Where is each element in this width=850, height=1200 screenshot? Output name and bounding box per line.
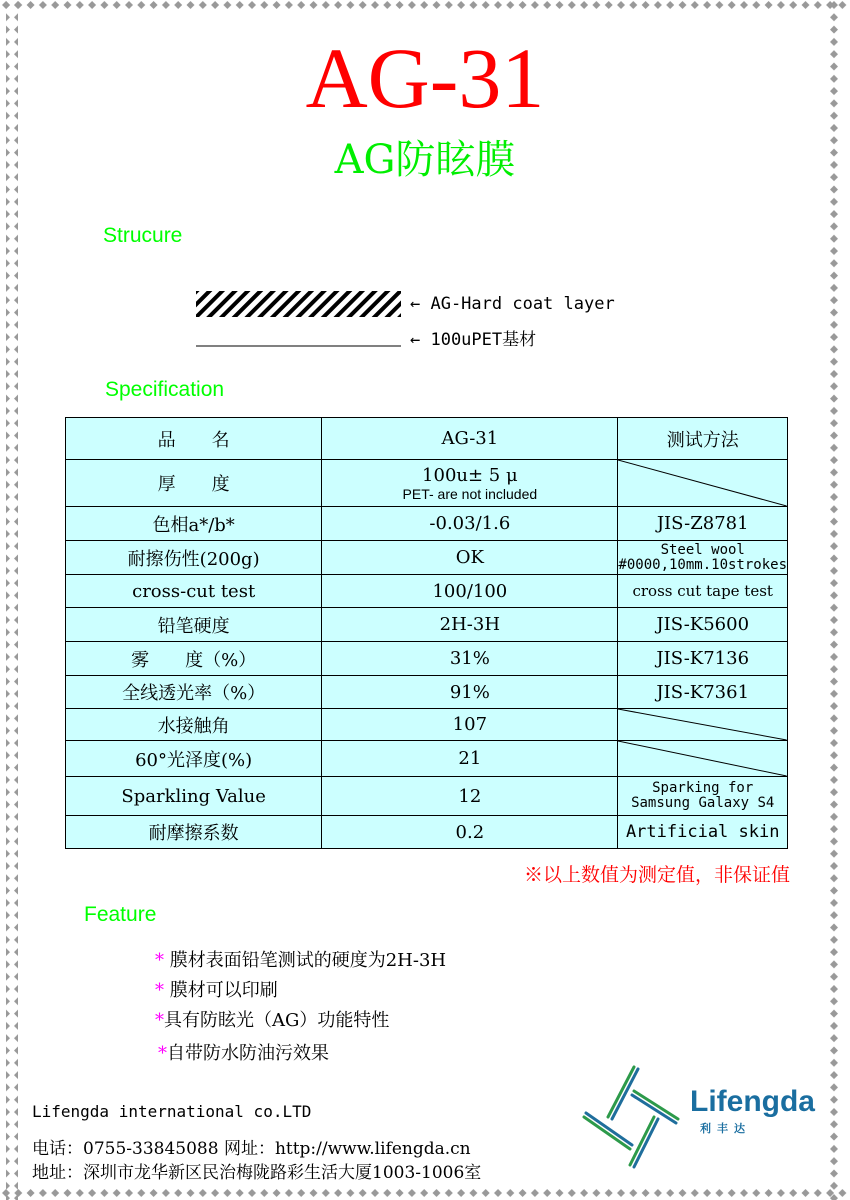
header-cell: AG-31 [322, 418, 618, 460]
row-name: 雾 度（%） [66, 642, 322, 676]
row-name: 60°光泽度(%) [66, 741, 322, 777]
table-row [66, 676, 788, 709]
table-row [66, 741, 788, 777]
row-value: 91% [322, 676, 618, 709]
table-row [66, 575, 788, 608]
logo-text-cn: 利丰达 [700, 1122, 751, 1135]
section-feature: Feature [84, 903, 157, 926]
header-cell: 测试方法 [618, 418, 788, 460]
row-method: cross cut tape test [618, 575, 788, 608]
bullet-icon: * [155, 980, 164, 1001]
spec-table [65, 417, 788, 849]
bullet-icon: * [155, 950, 164, 971]
method-line: Samsung Galaxy S4 [631, 795, 775, 811]
layer-diagram [195, 290, 405, 350]
row-name: 色相a*/b* [66, 507, 322, 541]
row-value: 12 [322, 777, 618, 816]
feature-text: 具有防眩光（AG）功能特性 [164, 1010, 390, 1031]
row-method: JIS-K7136 [618, 642, 788, 676]
row-value: 2H-3H [322, 608, 618, 642]
company-logo [582, 1055, 822, 1170]
table-row [66, 816, 788, 849]
row-method [618, 777, 788, 816]
feature-item [155, 946, 446, 972]
row-name: 水接触角 [66, 709, 322, 741]
row-name: 铅笔硬度 [66, 608, 322, 642]
table-row [66, 460, 788, 507]
row-name: 全线透光率（%） [66, 676, 322, 709]
section-structure: Strucure [103, 224, 183, 247]
disclaimer-note: ※以上数值为测定值，非保证值 [523, 864, 790, 886]
section-specification: Specification [105, 378, 225, 401]
diagonal-line [618, 741, 787, 776]
table-row [66, 507, 788, 541]
feature-item [158, 1039, 329, 1065]
row-value: -0.03/1.6 [322, 507, 618, 541]
row-method: JIS-K5600 [618, 608, 788, 642]
row-value: 107 [322, 709, 618, 741]
row-value: 31% [322, 642, 618, 676]
contact-phone: 电话：0755-33845088 网址：http://www.lifengda.cn [32, 1139, 471, 1159]
bullet-icon: * [158, 1043, 167, 1064]
row-method: Artificial skin [618, 816, 788, 849]
feature-text: 膜材可以印刷 [169, 980, 278, 1001]
feature-item [155, 1006, 389, 1032]
feature-text: 膜材表面铅笔测试的硬度为2H-3H [169, 950, 447, 971]
table-row [66, 541, 788, 575]
table-row [66, 608, 788, 642]
value-note: PET- are not included [402, 485, 538, 502]
row-method-empty [618, 709, 788, 741]
logo-mark-icon [582, 1055, 692, 1170]
row-method-empty [618, 741, 788, 777]
row-method: JIS-K7361 [618, 676, 788, 709]
row-method [618, 541, 788, 575]
product-title: AG-31 [305, 30, 545, 126]
contact-address: 地址：深圳市龙华新区民治梅陇路彩生活大厦1003-1006室 [32, 1163, 482, 1183]
row-name: 厚 度 [66, 460, 322, 507]
row-method: JIS-Z8781 [618, 507, 788, 541]
table-row [66, 709, 788, 741]
row-value: 0.2 [322, 816, 618, 849]
method-line: #0000,10mm.10strokes [618, 556, 787, 573]
row-value: 21 [322, 741, 618, 777]
diagonal-line [618, 709, 787, 740]
logo-text: Lifengda [690, 1085, 815, 1118]
table-header [66, 418, 788, 460]
method-line: Steel wool [660, 541, 745, 558]
table-row [66, 777, 788, 816]
row-name: 耐擦伤性(200g) [66, 541, 322, 575]
layer-label-hardcoat: ← AG-Hard coat layer [410, 294, 615, 314]
product-subtitle: AG防眩膜 [334, 137, 516, 183]
layer-label-pet: ← 100uPET基材 [410, 330, 537, 350]
row-method-empty [618, 460, 788, 507]
bullet-icon: * [155, 1010, 164, 1031]
row-value [322, 460, 618, 507]
table-row [66, 642, 788, 676]
row-name: cross-cut test [66, 575, 322, 608]
value-text: 100u± 5 μ [422, 464, 518, 486]
row-value: 100/100 [322, 575, 618, 608]
feature-text: 自带防水防油污效果 [167, 1043, 329, 1064]
row-name: Sparkling Value [66, 777, 322, 816]
company-name: Lifengda international co.LTD [32, 1102, 312, 1121]
diagonal-line [618, 460, 787, 506]
row-value: OK [322, 541, 618, 575]
method-line: Sparking for [652, 780, 754, 796]
feature-item [155, 976, 278, 1002]
header-cell: 品 名 [66, 418, 322, 460]
row-name: 耐摩擦系数 [66, 816, 322, 849]
